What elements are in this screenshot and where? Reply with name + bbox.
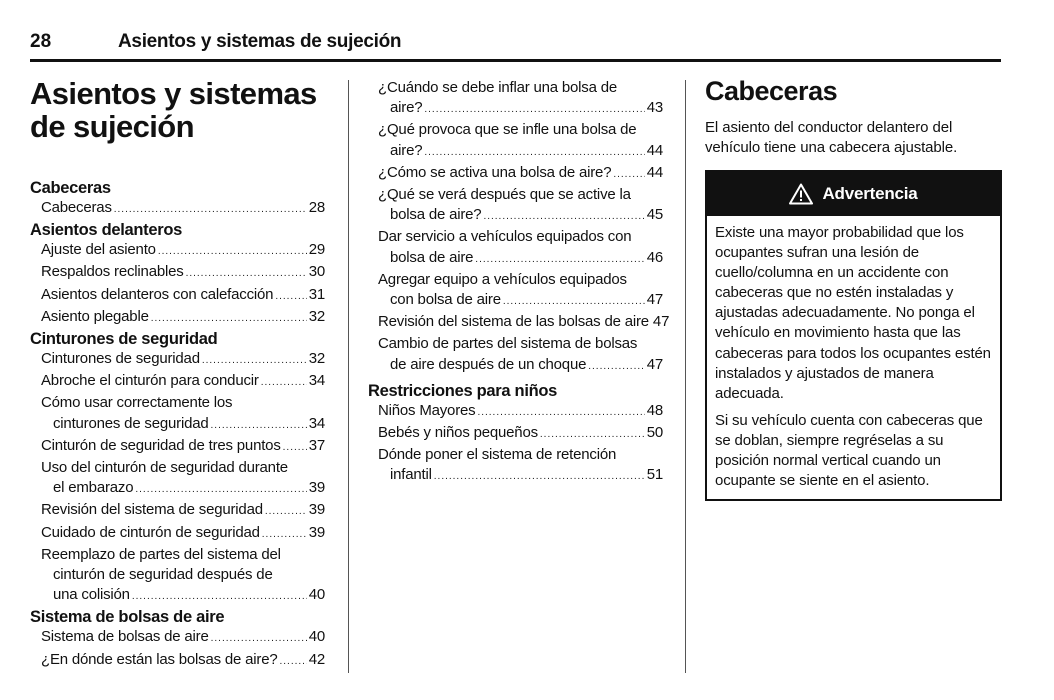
toc-page-number: 31 xyxy=(308,285,325,303)
toc-section-heading: Sistema de bolsas de aire xyxy=(30,608,225,627)
toc-entry-label: infantil xyxy=(390,466,432,484)
toc-leader-dots xyxy=(475,250,644,270)
toc-page-number: 51 xyxy=(646,466,663,484)
toc-entry-label: de aire después de un choque xyxy=(390,355,587,373)
toc-column-1 xyxy=(30,77,327,672)
toc-page-number: 39 xyxy=(308,523,325,541)
toc-leader-dots xyxy=(262,525,307,545)
toc-list xyxy=(30,178,327,672)
toc-section-heading: Asientos delanteros xyxy=(30,221,183,240)
toc-section-heading: Restricciones para niños xyxy=(368,381,558,400)
page-header xyxy=(30,31,1001,62)
toc-entry[interactable] xyxy=(368,312,670,334)
toc-entry-label: ¿Cómo se activa una bolsa de aire? xyxy=(378,163,612,181)
toc-page-number: 42 xyxy=(308,650,325,668)
toc-page-number: 47 xyxy=(652,313,670,331)
toc-entry-label: Revisión del sistema de las bolsas de aire xyxy=(378,313,649,331)
toc-page-number: 47 xyxy=(646,291,663,309)
toc-entry[interactable] xyxy=(368,334,665,376)
toc-entry[interactable] xyxy=(30,349,327,371)
toc-leader-dots xyxy=(265,502,307,522)
toc-entry-label: Sistema de bolsas de aire xyxy=(41,628,209,646)
warning-header xyxy=(707,172,1000,216)
warning-body xyxy=(707,216,1000,499)
toc-page-number: 39 xyxy=(308,501,325,519)
toc-leader-dots xyxy=(151,309,307,329)
toc-entry[interactable] xyxy=(368,401,665,423)
toc-page-number: 44 xyxy=(646,163,663,181)
toc-entry-label: cinturón de seguridad después de xyxy=(53,566,273,584)
toc-entry[interactable] xyxy=(368,270,665,312)
toc-leader-dots xyxy=(275,287,306,307)
toc-entry-label: cinturones de seguridad xyxy=(53,414,209,432)
toc-entry-label: ¿Qué provoca que se infle una bolsa de xyxy=(378,121,637,139)
toc-entry-label: Agregar equipo a vehículos equipados xyxy=(378,270,627,288)
toc-entry-label: Ajuste del asiento xyxy=(41,241,156,259)
toc-leader-dots xyxy=(280,652,307,672)
toc-page-number: 50 xyxy=(646,424,663,442)
toc-entry-label: Cómo usar correctamente los xyxy=(41,394,233,412)
toc-section-heading: Cinturones de seguridad xyxy=(30,330,218,349)
warning-paragraph: Si su vehículo cuenta con cabeceras que se doblan, siempre regréselas a su posición normal vertical cuando un ocupante se siente en el asiento. xyxy=(715,411,983,490)
toc-leader-dots xyxy=(483,207,644,227)
toc-entry-label: Cabeceras xyxy=(41,199,112,216)
toc-leader-dots xyxy=(434,467,645,487)
toc-entry[interactable] xyxy=(30,436,327,458)
toc-entry[interactable] xyxy=(30,545,327,608)
toc-page-number: 30 xyxy=(308,263,325,281)
toc-entry[interactable] xyxy=(30,523,327,545)
toc-entry-label: ¿Cuándo se debe inflar una bolsa de xyxy=(378,79,618,96)
toc-entry-label: Asiento plegable xyxy=(41,307,149,325)
toc-entry[interactable] xyxy=(30,650,327,672)
warning-box xyxy=(705,170,1002,501)
toc-entry-label: bolsa de aire xyxy=(390,248,474,266)
toc-page-number: 47 xyxy=(646,355,663,373)
toc-leader-dots xyxy=(211,629,307,649)
toc-page-number: 46 xyxy=(646,248,663,266)
toc-leader-dots xyxy=(114,200,307,220)
toc-entry-label: Cuidado de cinturón de seguridad xyxy=(41,523,260,541)
toc-page-number: 29 xyxy=(308,241,325,259)
toc-page-number: 32 xyxy=(308,307,325,325)
chapter-title: Asientos y sistemas de sujeción xyxy=(30,76,317,144)
toc-column-2 xyxy=(368,78,670,488)
toc-page-number: 44 xyxy=(646,141,663,159)
toc-entry[interactable] xyxy=(30,500,327,522)
toc-page-number: 34 xyxy=(308,414,325,432)
toc-entry-label: Dar servicio a vehículos equipados con xyxy=(378,228,632,246)
toc-entry-label: bolsa de aire? xyxy=(390,206,482,224)
page-number: 28 xyxy=(30,31,52,52)
toc-leader-dots xyxy=(158,242,307,262)
toc-leader-dots xyxy=(477,403,644,423)
toc-page-number: 39 xyxy=(308,479,325,497)
toc-entry-label: Niños Mayores xyxy=(378,401,476,419)
toc-entry-label: aire? xyxy=(390,99,423,117)
toc-leader-dots xyxy=(211,416,307,436)
toc-entry-label: Cinturón de seguridad de tres puntos xyxy=(41,436,281,454)
toc-entry-label: una colisión xyxy=(53,586,130,604)
toc-entry-label: con bolsa de aire xyxy=(390,291,501,309)
toc-leader-dots xyxy=(261,373,307,393)
toc-entry[interactable] xyxy=(30,371,327,393)
toc-entry-label: Uso del cinturón de seguridad durante xyxy=(41,459,288,477)
toc-entry-label: ¿En dónde están las bolsas de aire? xyxy=(41,650,278,668)
toc-entry[interactable] xyxy=(30,458,327,500)
toc-page-number: 37 xyxy=(308,436,325,454)
toc-entry-label: Cinturones de seguridad xyxy=(41,350,200,368)
column-divider xyxy=(685,80,686,673)
toc-entry[interactable] xyxy=(368,185,665,227)
toc-entry-label: Asientos delanteros con calefacción xyxy=(41,285,274,303)
toc-entry-label: el embarazo xyxy=(53,479,134,497)
toc-leader-dots xyxy=(424,143,644,163)
toc-entry-label: Cambio de partes del sistema de bolsas xyxy=(378,335,638,353)
toc-entry[interactable] xyxy=(368,78,665,120)
toc-leader-dots xyxy=(424,100,644,120)
toc-page-number: 28 xyxy=(308,199,325,216)
toc-entry-label: Reemplazo de partes del sistema del xyxy=(41,545,281,563)
toc-page-number: 40 xyxy=(308,628,325,646)
toc-leader-dots xyxy=(540,425,645,445)
toc-page-number: 43 xyxy=(646,99,663,117)
intro-text: El asiento del conductor delantero del vehículo tiene una cabecera ajustable. xyxy=(705,119,958,156)
toc-page-number: 45 xyxy=(646,206,663,224)
toc-entry[interactable] xyxy=(368,163,665,185)
running-title: Asientos y sistemas de sujeción xyxy=(118,31,402,52)
toc-entry[interactable] xyxy=(368,120,665,162)
toc-entry[interactable] xyxy=(30,198,327,220)
toc-page-number: 40 xyxy=(308,586,325,604)
toc-page-number: 32 xyxy=(308,350,325,368)
toc-entry-label: Dónde poner el sistema de retención xyxy=(378,446,617,464)
toc-leader-dots xyxy=(588,357,644,377)
toc-entry-label: Revisión del sistema de seguridad xyxy=(41,501,263,519)
toc-entry-label: Bebés y niños pequeños xyxy=(378,424,538,442)
toc-leader-dots xyxy=(613,165,644,185)
toc-entry[interactable] xyxy=(30,393,327,435)
toc-page-number: 48 xyxy=(646,401,663,419)
toc-page-number: 34 xyxy=(308,372,325,390)
warning-title: Advertencia xyxy=(822,184,918,203)
warning-triangle-icon xyxy=(789,183,813,205)
toc-leader-dots xyxy=(202,351,307,371)
section-heading: Cabeceras xyxy=(705,76,838,106)
warning-paragraph: Existe una mayor probabilidad que los ocupantes sufran una lesión de cuello/columna en un accidente con cabeceras que no estén instaladas y ajustadas adecuadamente. No ponga el vehículo en movimiento hasta que las cabeceras para todos los ocupantes estén instalados y ajustados de manera adecuada. xyxy=(715,224,991,402)
toc-leader-dots xyxy=(503,292,645,312)
toc-list xyxy=(368,78,670,488)
toc-entry[interactable] xyxy=(368,227,665,269)
toc-entry-label: aire? xyxy=(390,141,423,159)
toc-leader-dots xyxy=(283,438,307,458)
toc-entry[interactable] xyxy=(368,423,665,445)
cabeceras-section xyxy=(705,77,1002,501)
toc-leader-dots xyxy=(186,264,307,284)
column-divider xyxy=(348,80,349,673)
toc-entry-label: Abroche el cinturón para conducir xyxy=(41,372,259,390)
toc-entry[interactable] xyxy=(30,240,327,262)
toc-entry[interactable] xyxy=(30,307,327,329)
toc-section-heading: Cabeceras xyxy=(30,179,111,197)
toc-entry[interactable] xyxy=(30,285,327,307)
toc-entry[interactable] xyxy=(30,262,327,284)
toc-entry-label: Respaldos reclinables xyxy=(41,263,184,281)
toc-entry[interactable] xyxy=(368,445,665,487)
toc-entry-label: ¿Qué se verá después que se active la xyxy=(378,186,631,204)
toc-leader-dots xyxy=(132,587,307,607)
toc-leader-dots xyxy=(135,480,306,500)
toc-entry[interactable] xyxy=(30,627,327,649)
